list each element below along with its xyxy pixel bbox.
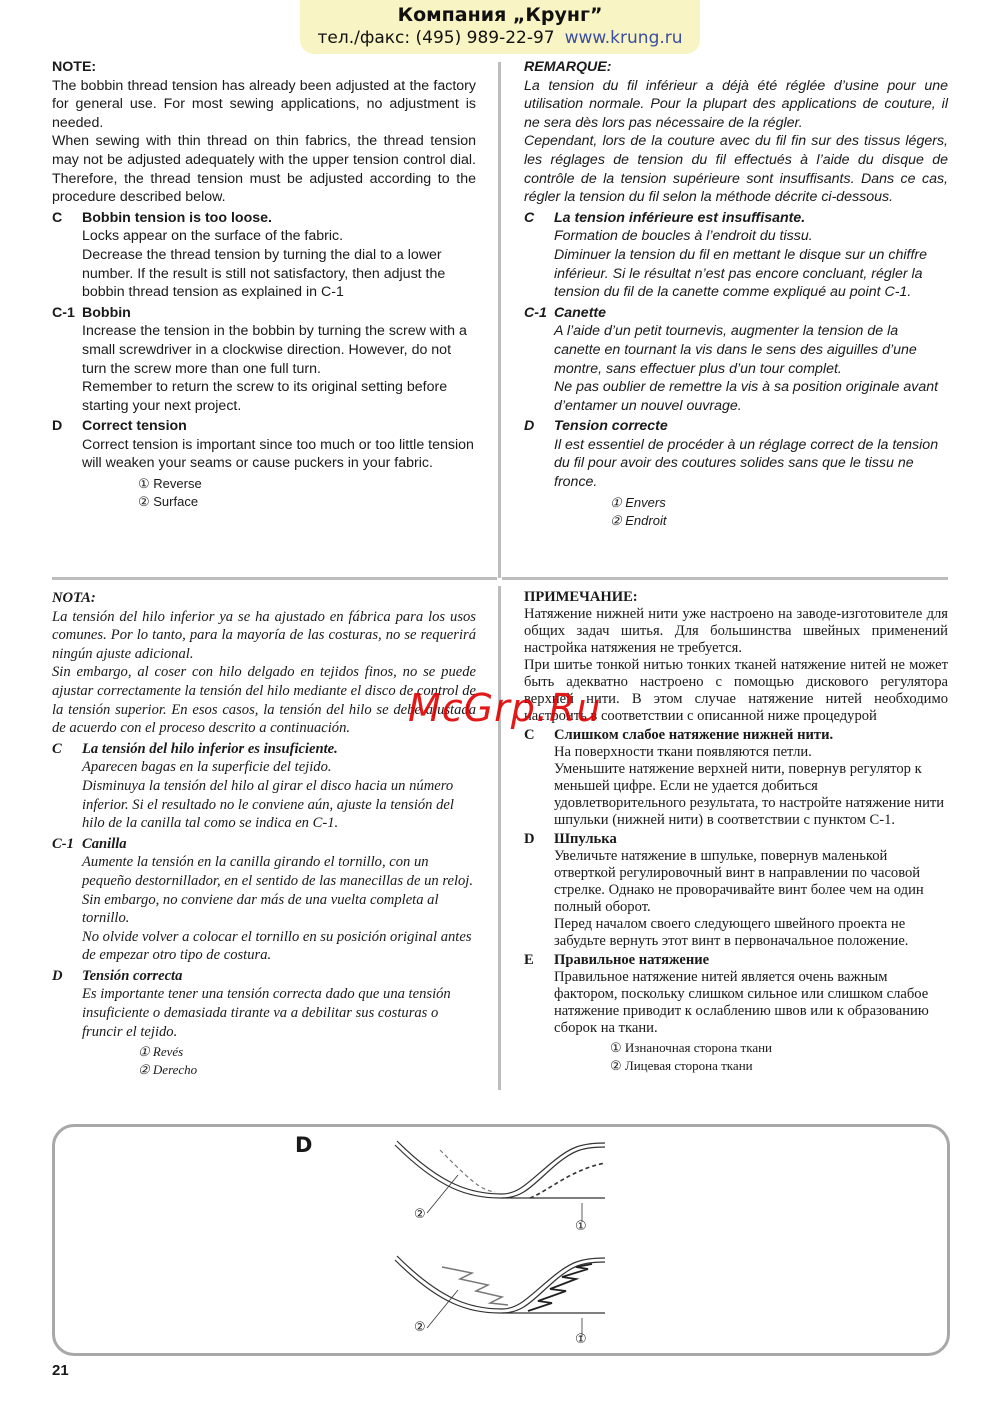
item-text: Правильное натяжение нитей является очень важным фактором, поскольку слишком сильное или слишком слабое натяжение приводит к ослаблению швов или к образованию сборок на ткани. xyxy=(554,969,929,1036)
legend-item: ② Surface xyxy=(138,494,199,510)
item-heading xyxy=(524,209,948,228)
item-text: Aparecen bagas en la superficie del tejido. xyxy=(82,759,332,776)
item-title: Canette xyxy=(554,304,607,321)
item-label: D xyxy=(52,418,63,435)
column-divider xyxy=(498,586,501,1090)
thread-tension-diagram xyxy=(380,1130,620,1350)
item-title: Шпулька xyxy=(554,831,617,847)
callout-2-label: ② xyxy=(414,1320,426,1335)
item-body xyxy=(52,227,476,301)
item-heading xyxy=(52,835,476,854)
item-text: Disminuya la tensión del hilo al girar el disco hacia un número inferior. Si el resultado no le conviene aún, ajuste la tensión del hilo de la canilla tal como se indica en C-1. xyxy=(82,777,454,832)
item-title: Правильное натяжение xyxy=(554,952,710,968)
page-number: 21 xyxy=(52,1362,69,1379)
item-text: Ne pas oublier de remettre la vis à sa position originale avant d’entamer un nouvel ouvrage. xyxy=(554,379,939,414)
callout-1-label: ① xyxy=(575,1332,587,1347)
section-spanish xyxy=(52,589,476,1079)
item-heading xyxy=(52,967,476,986)
item-heading xyxy=(52,209,476,228)
item-text: Перед началом своего следующего швейного проекта не забудьте вернуть этот винт в первоначальное положение. xyxy=(554,916,909,949)
paragraph: При шитье тонкой нитью тонких тканей натяжение нитей не может быть адекватно настроено с помощью дискового регулятора верхней нити. В этом случае натяжение нитей необходимо настроить в соответствии с описанной ниже процедурой xyxy=(524,657,948,724)
item-title: Correct tension xyxy=(82,418,187,435)
item-text: No olvide volver a colocar el tornillo en su posición original antes de empezar otro tipo de costura. xyxy=(82,928,472,964)
item-text: Correct tension is important since too much or too little tension will weaken your seams or cause puckers in your fabric. xyxy=(82,436,474,472)
item-label: D xyxy=(524,418,535,435)
correct-tension-top-figure xyxy=(395,1141,605,1222)
legend-item: ① Reverse xyxy=(138,476,202,492)
legend-item: ② Лицевая сторона ткани xyxy=(610,1058,753,1073)
item-body xyxy=(524,436,948,492)
paragraph: The bobbin thread tension has already been adjusted at the factory for general use. For most sewing applications, no adjustment is needed. xyxy=(52,77,476,131)
section-title: NOTA: xyxy=(52,590,96,606)
paragraph: La tension du fil inférieur a déjà été réglée d’usine pour une utilisation normale. Pour la plupart des applications de couture, il ne sera dès lors pas nécessaire de la régler. xyxy=(524,77,948,131)
item-text: Diminuer la tension du fil en mettant le disque sur un chiffre inférieur. Si le résultat n’est pas encore concluant, régler la tension du fil de la canette comme expliqué au point C-1. xyxy=(554,246,928,301)
section-russian xyxy=(524,589,948,1075)
item-body xyxy=(524,744,948,829)
item-text: Es importante tener una tensión correcta dado que una tensión insuficiente o demasiada tirante va a debilitar sus costuras o fruncir el tejido. xyxy=(82,986,451,1040)
legend xyxy=(524,494,948,530)
item-text: На поверхности ткани появляются петли. xyxy=(554,744,812,760)
item-body xyxy=(52,985,476,1041)
item-label: C-1 xyxy=(52,835,74,852)
section-french xyxy=(524,58,948,530)
website-link[interactable]: www.krung.ru xyxy=(564,28,683,48)
company-header xyxy=(300,0,700,54)
item-heading xyxy=(524,304,948,323)
paragraph: Cependant, lors de la couture avec du fil fin sur des tissus légers, les réglages de tension du fil effectués à l’aide du disque de contrôle de la tension supérieure sont insuffisants. Dans ce cas, régler la tension du fil selon la méthode décrite ci-dessous. xyxy=(524,133,948,206)
item-label: C xyxy=(524,727,535,743)
legend xyxy=(52,475,476,511)
item-text: Remember to return the screw to its original setting before starting your next project. xyxy=(82,379,448,414)
item-body xyxy=(52,853,476,965)
item-title: Canilla xyxy=(82,835,127,852)
item-label: E xyxy=(524,952,534,968)
item-heading xyxy=(524,417,948,436)
item-heading xyxy=(52,740,476,759)
item-body xyxy=(524,227,948,301)
legend-item: ② Endroit xyxy=(610,512,667,528)
item-label: D xyxy=(52,967,63,984)
paragraph: Sin embargo, al coser con hilo delgado en tejidos finos, no se puede ajustar correctamente la tensión del hilo mediante el disco de control de la tensión superior. En esos casos, la tensión del hilo se debe ajustada de acuerdo con el proceso descrito a continuación. xyxy=(52,664,476,737)
watermark-logo: McGrp.Ru xyxy=(408,686,602,730)
section-title: REMARQUE: xyxy=(524,59,612,75)
legend-item: ② Derecho xyxy=(138,1062,198,1078)
item-body xyxy=(52,758,476,832)
legend xyxy=(524,1039,948,1075)
section-title: NOTE: xyxy=(52,59,97,75)
paragraph: Натяжение нижней нити уже настроено на заводе-изготовителе для общих задач шитья. Для большинства швейных применений настройка натяжения не требуется. xyxy=(524,606,948,656)
item-text: Decrease the thread tension by turning the dial to a lower number. If the result is still not satisfactory, then adjust the bobbin thread tension as explained in C-1 xyxy=(82,246,446,301)
paragraph: La tensión del hilo inferior ya se ha ajustado en fábrica para los usos comunes. Por lo tanto, para la mayoría de las costuras, no se requerirá ningún ajuste adicional. xyxy=(52,608,476,662)
row-divider xyxy=(502,577,948,580)
item-body xyxy=(524,848,948,950)
item-heading xyxy=(52,417,476,436)
item-body xyxy=(52,322,476,415)
legend-item: ① Envers xyxy=(610,494,666,510)
item-label: D xyxy=(524,831,535,847)
item-label: C xyxy=(52,740,62,757)
item-heading xyxy=(52,304,476,323)
legend xyxy=(52,1043,476,1079)
item-label: C xyxy=(524,209,535,226)
item-text: Locks appear on the surface of the fabric. xyxy=(82,228,344,245)
callout-1-label: ① xyxy=(575,1219,587,1234)
correct-tension-bottom-figure xyxy=(395,1256,605,1337)
item-text: Formation de boucles à l’endroit du tissu. xyxy=(554,228,813,245)
item-title: Bobbin xyxy=(82,304,131,321)
company-name: Компания „Крунг” xyxy=(397,4,603,26)
item-text: Il est essentiel de procéder à un réglage correct de la tension du fil pour avoir des coutures solides sans que le tissu ne fronce. xyxy=(554,436,939,491)
item-title: Tension correcte xyxy=(554,418,668,435)
legend-item: ① Revés xyxy=(138,1044,184,1060)
row-divider xyxy=(52,577,497,580)
item-title: La tensión del hilo inferior es insuficiente. xyxy=(82,740,338,757)
diagram-title: D xyxy=(295,1133,313,1157)
item-text: Increase the tension in the bobbin by turning the screw with a small screwdriver in a clockwise direction. However, do not turn the screw more than one full turn. xyxy=(82,323,467,377)
item-heading xyxy=(524,952,948,969)
item-text: Увеличьте натяжение в шпульке, повернув маленькой отверткой регулировочный винт в направлении по часовой стрелке. Однако не проворачивайте винт более чем на один полный оборот. xyxy=(554,848,924,915)
item-label: C-1 xyxy=(524,304,547,321)
item-body xyxy=(52,436,476,473)
item-text: A l’aide d’un petit tournevis, augmenter la tension de la canette en tournant la vis dans le sens des aiguilles d’une montre, sans effectuer plus d’un tour complet. xyxy=(554,323,917,377)
paragraph: When sewing with thin thread on thin fabrics, the thread tension may not be adjusted adequately with the upper tension control dial. Therefore, the thread tension must be adjusted according to the procedure described below. xyxy=(52,133,476,206)
item-text: Уменьшите натяжение верхней нити, повернув регулятор к меньшей цифре. Если не удается добиться удовлетворительного результата, то настройте натяжение нити шпульки (нижней нити) в соответствии с пунктом C-1. xyxy=(554,761,945,828)
callout-2-label: ② xyxy=(414,1207,426,1222)
item-title: Слишком слабое натяжение нижней нити. xyxy=(554,727,834,743)
section-title: ПРИМЕЧАНИЕ: xyxy=(524,589,638,605)
item-text: Aumente la tensión en la canilla girando el tornillo, con un pequeño destornillador, en el sentido de las manecillas de un reloj. Sin embargo, no conviene dar más de una vuelta completa al tornillo. xyxy=(82,854,474,927)
item-body xyxy=(524,322,948,415)
section-english xyxy=(52,58,476,511)
item-title: La tension inférieure est insuffisante. xyxy=(554,209,806,226)
item-body xyxy=(524,969,948,1037)
item-title: Bobbin tension is too loose. xyxy=(82,209,272,226)
item-heading xyxy=(524,831,948,848)
legend-item: ① Изнаночная сторона ткани xyxy=(610,1040,773,1055)
item-label: C xyxy=(52,209,63,226)
item-label: C-1 xyxy=(52,304,75,321)
phone: тел./факс: (495) 989-22-97 xyxy=(317,28,555,48)
item-title: Tensión correcta xyxy=(82,967,183,984)
column-divider xyxy=(498,62,501,578)
